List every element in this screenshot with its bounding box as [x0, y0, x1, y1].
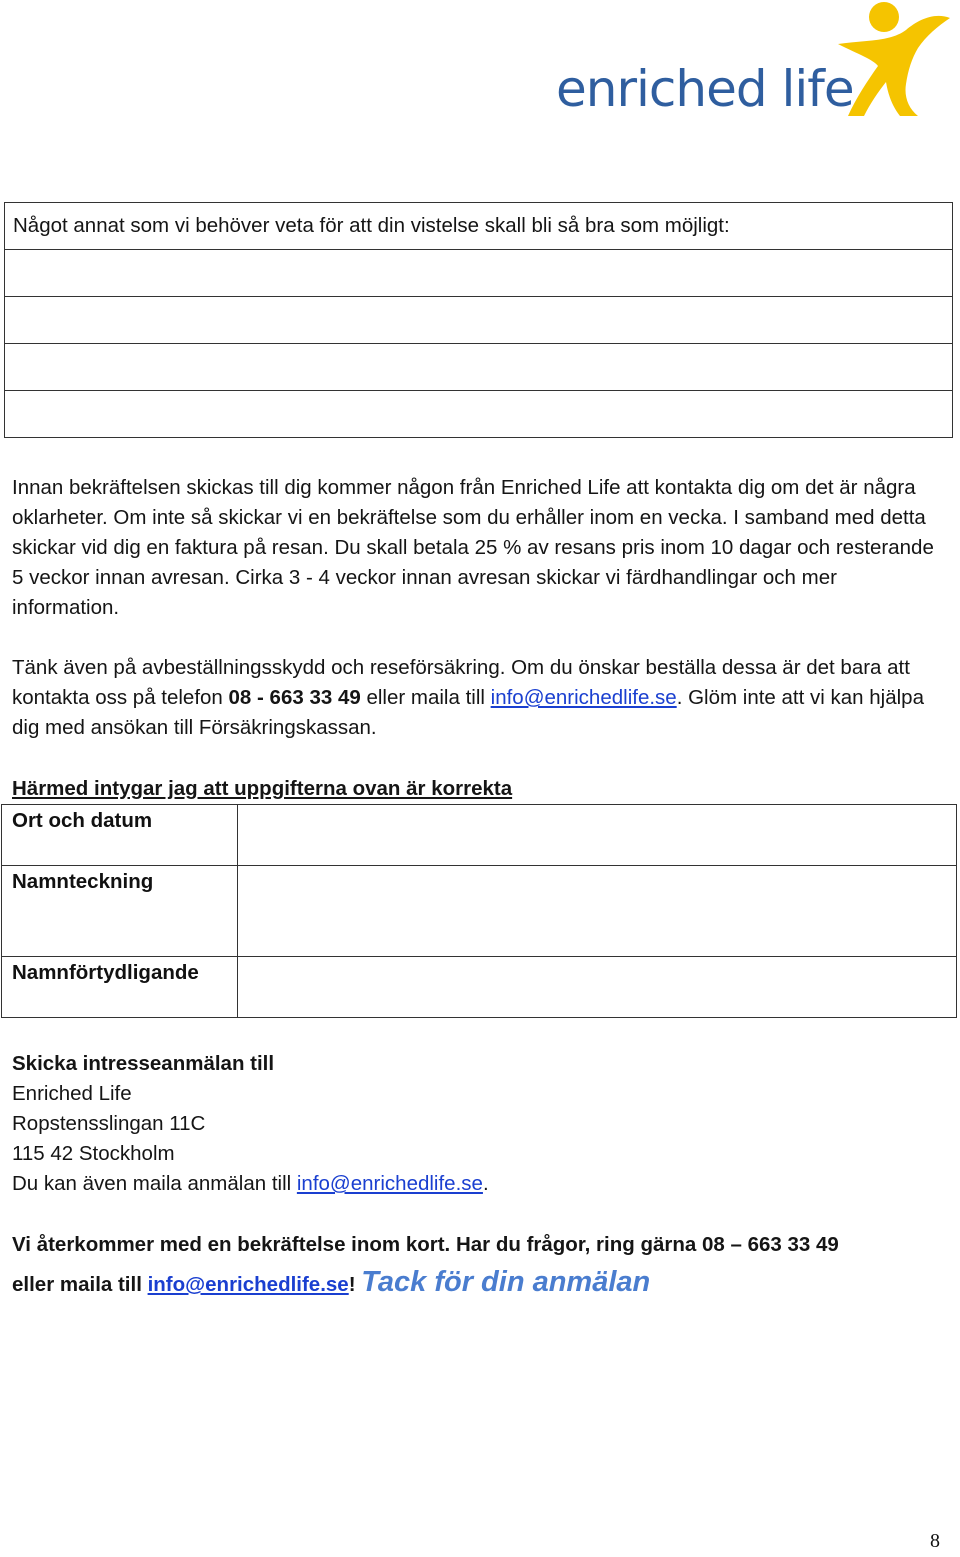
closing-prefix: eller maila till: [12, 1273, 148, 1296]
address-name: Enriched Life: [12, 1082, 132, 1105]
closing-line-2: [12, 1264, 942, 1303]
insurance-paragraph: [12, 653, 942, 743]
send-email-line: [12, 1169, 942, 1199]
send-to-heading: Skicka intresseanmälan till: [12, 1052, 275, 1075]
signature-table: [1, 804, 957, 1018]
field-name-clarification[interactable]: [238, 957, 957, 1018]
logo-wordmark: enriched life: [556, 60, 854, 118]
address-city: 115 42 Stockholm: [12, 1142, 175, 1165]
send-email-prefix: Du kan även maila anmälan till: [12, 1172, 297, 1195]
notes-line-1[interactable]: [5, 250, 953, 297]
label-name-clarification: Namnförtydligande: [2, 957, 238, 1018]
address-street: Ropstensslingan 11C: [12, 1112, 206, 1135]
enriched-life-logo: [552, 0, 952, 120]
info-paragraph: Innan bekräftelsen skickas till dig kommer någon från Enriched Life att kontakta dig om det är några oklarheter. Om inte så skickar vi en bekräftelse som du erhåller inom en vecka. I samband med detta skickar vid dig en faktura på resan. Du skall betala 25 % av resans pris inom 10 dagar och resterande 5 veckor innan avresan. Cirka 3 - 4 veckor innan avresan skickar vi färdhandlingar och mer information.: [12, 476, 934, 619]
email-link[interactable]: info@enrichedlife.se: [490, 686, 677, 709]
label-place-date: Ort och datum: [2, 805, 238, 866]
notes-table: [4, 202, 953, 438]
thanks-text: Tack för din anmälan: [361, 1266, 651, 1298]
label-signature: Namnteckning: [2, 866, 238, 957]
send-email-suffix: .: [482, 1172, 489, 1195]
certify-heading: Härmed intygar jag att uppgifterna ovan är korrekta: [12, 777, 513, 800]
closing-exclaim: !: [348, 1273, 356, 1296]
email-link[interactable]: info@enrichedlife.se: [296, 1172, 483, 1195]
closing-line-1: Vi återkommer med en bekräftelse inom kort. Har du frågor, ring gärna 08 – 663 33 49: [12, 1233, 839, 1256]
notes-line-4[interactable]: [5, 391, 953, 438]
person-arms-raised-icon: [834, 0, 952, 118]
field-place-date[interactable]: [238, 805, 957, 866]
notes-line-2[interactable]: [5, 297, 953, 344]
phone-number: 08 - 663 33 49: [228, 686, 361, 709]
page-number: 8: [930, 1530, 940, 1552]
insurance-text-2: eller maila till: [360, 686, 491, 709]
email-link[interactable]: info@enrichedlife.se: [147, 1273, 349, 1296]
insurance-text-3: . Glöm inte att vi kan hjälpa dig med ansökan till Försäkringskassan.: [12, 686, 924, 739]
insurance-text-1: Tänk även på avbeställningsskydd och reseförsäkring. Om du önskar beställa dessa är det bara att kontakta oss på telefon: [12, 656, 910, 709]
notes-line-3[interactable]: [5, 344, 953, 391]
send-to-block: [12, 1049, 942, 1199]
field-signature[interactable]: [238, 866, 957, 957]
notes-heading: Något annat som vi behöver veta för att din vistelse skall bli så bra som möjligt:: [5, 203, 953, 250]
